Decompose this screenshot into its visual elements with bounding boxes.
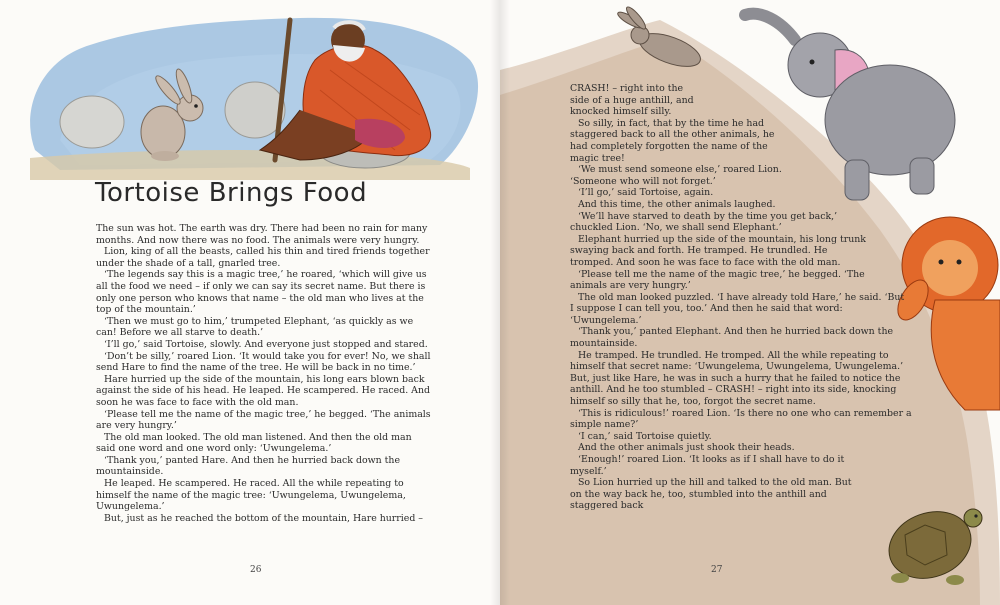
page-number: 27 — [711, 565, 723, 575]
paragraph: Elephant hurried up the side of the mountain, his long trunk swaying back and forth. He tramped. He trundled. He tromped. And soon he was face to face with the old man. — [570, 233, 866, 268]
paragraph: CRASH! – right into the side of a huge anthill, and knocked himself silly. — [570, 83, 694, 118]
paragraph: ‘Don’t be silly,’ roared Lion. ‘It would take you for ever! No, we shall send Hare to find the name of the tree. He will be back in no time.’ — [96, 350, 431, 374]
paragraph: ‘This is ridiculous!’ roared Lion. ‘Is there no one who can remember a simple name?’ — [570, 407, 912, 431]
paragraph: Lion, king of all the beasts, called his thin and tired friends together under the shade of a tall, gnarled tree. — [96, 246, 430, 269]
paragraph: But, just as he reached the bottom of the mountain, Hare hurried – — [104, 512, 423, 524]
paragraph: So silly, in fact, that by the time he had staggered back to all the other animals, he had completely forgotten the name of the magic tree! — [570, 117, 775, 164]
rock-icon — [60, 96, 124, 148]
right-page-text — [570, 83, 940, 512]
paragraph: Hare hurried up the side of the mountain, his long ears blown back against the side of his head. He leaped. He scampered. He raced. And soon he was face to face with the old man. — [96, 373, 430, 408]
right-page — [500, 0, 1000, 605]
paragraph: The old man looked puzzled. ‘I have already told Hare,’ he said. ‘But I suppose I can tell you, too.’ And then he said that word: ‘Uwungelema.’ — [570, 291, 905, 326]
paragraph: ‘We’ll have starved to death by the time you get back,’ chuckled Lion. ‘No, we shall send Elephant.’ — [570, 210, 838, 234]
paragraph: The sun was hot. The earth was dry. There had been no rain for many months. And now there was no food. The animals were very hungry. — [96, 223, 428, 246]
paragraph: He leaped. He scampered. He raced. All the while repeating to himself the name of the magic tree: ‘Uwungelema, Uwungelema, Uwungelema.’ — [96, 478, 406, 513]
paragraph: ‘Enough!’ roared Lion. ‘It looks as if I shall have to do it myself.’ — [570, 454, 845, 477]
left-page-text — [96, 223, 434, 524]
hare-and-old-man-illustration — [0, 0, 500, 200]
paragraph: ‘We must send someone else,’ roared Lion. ‘Someone who will not forget.’ — [570, 164, 782, 187]
paragraph: ‘I can,’ said Tortoise quietly. — [578, 430, 712, 442]
paragraph: ‘I’ll go,’ said Tortoise, again. — [578, 187, 714, 199]
paragraph: And this time, the other animals laughed. — [578, 198, 776, 210]
story-title: Tortoise Brings Food — [95, 178, 368, 208]
paragraph: ‘Thank you,’ panted Hare. And then he hurried back down the mountainside. — [96, 454, 400, 478]
paragraph: ‘I’ll go,’ said Tortoise, slowly. And everyone just stopped and stared. — [104, 338, 428, 350]
paragraph: ‘The legends say this is a magic tree,’ he roared, ‘which will give us all the food we need – if only we can say its secret name. But there is only one person who knows that name – the old man who lives at the top of the mountain.’ — [96, 269, 427, 316]
paragraph: So Lion hurried up the hill and talked to the old man. But on the way back he, too, stumbled into the anthill and staggered back — [570, 477, 852, 512]
paragraph: ‘Please tell me the name of the magic tree,’ he begged. ‘The animals are very hungry.’ — [96, 408, 431, 432]
paragraph: He tramped. He trundled. He tromped. All the while repeating to himself that secret name: ‘Uwungelema, Uwungelema, Uwungelema.’ But, just like Hare, he was in such a hurry that he failed to notice the anthill. And he too stumbled – CRASH! – right into its side, knocking himself so silly that he, too, forgot the secret name. — [570, 349, 904, 408]
paragraph: ‘Thank you,’ panted Elephant. And then he hurried back down the mountainside. — [570, 326, 894, 350]
paragraph: The old man looked. The old man listened. And then the old man said one word and one word only: ‘Uwungelema.’ — [96, 431, 412, 455]
paragraph: ‘Then we must go to him,’ trumpeted Elephant, ‘as quickly as we can! Before we all starve to death.’ — [96, 315, 414, 339]
page-number: 26 — [250, 565, 262, 575]
paragraph: And the other animals just shook their heads. — [578, 442, 795, 454]
paragraph: ‘Please tell me the name of the magic tree,’ he begged. ‘The animals are very hungry.’ — [570, 268, 865, 292]
